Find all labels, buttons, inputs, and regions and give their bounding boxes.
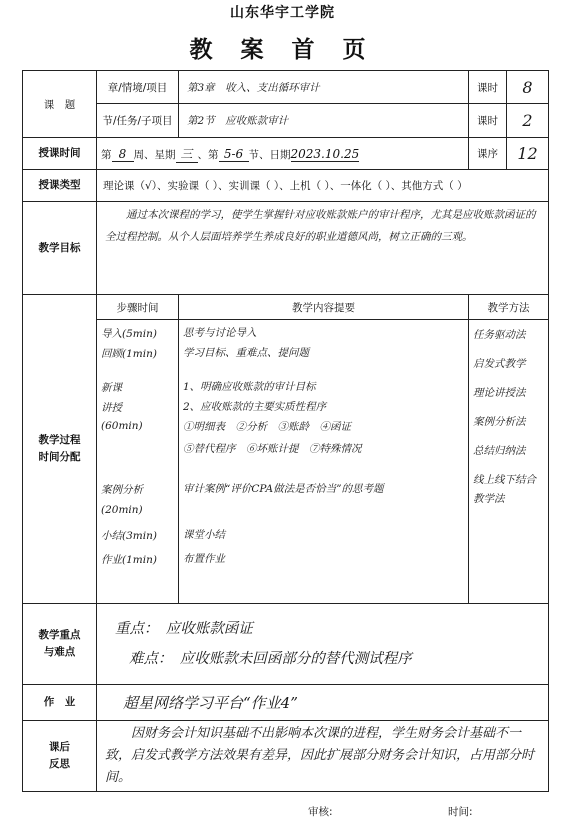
seq-value: 12	[507, 138, 549, 170]
chapter-hours-value: 8	[507, 71, 549, 104]
content-item: 2、应收账款的主要实质性程序	[183, 401, 327, 413]
key-point: 重点： 应收账款函证	[115, 621, 253, 637]
time-period-prefix: 、第	[197, 148, 219, 161]
seq-label: 课序	[469, 138, 507, 170]
type-value: 理论课（√）、实验课（ ）、实训课（ ）、上机（ ）、一体化（ ）、其他方式（ ）	[97, 170, 549, 202]
hard-point: 难点： 应收账款未回函部分的替代测试程序	[129, 651, 412, 667]
week-value: 8	[112, 147, 134, 162]
section-hours-label: 课时	[469, 104, 507, 138]
step-time-item: (60min)	[101, 420, 143, 432]
document-title: 教 案 首 页	[189, 36, 376, 63]
chapter-value: 第3章 收入、支出循环审计	[179, 71, 469, 104]
section-hours-value: 2	[507, 104, 549, 138]
homework-text: 超星网络学习平台“作业4”	[97, 685, 549, 721]
method-item: 教学法	[473, 493, 505, 505]
step-time-item	[101, 442, 174, 482]
school-name: 山东华宇工学院	[230, 5, 335, 21]
review-label: 审核:	[308, 806, 333, 818]
method-item: 总结归纳法	[473, 445, 526, 457]
chapter-hours-label: 课时	[469, 71, 507, 104]
method-item: 案例分析法	[473, 416, 526, 428]
content-header: 教学内容提要	[179, 295, 469, 320]
teach-time-row	[97, 138, 469, 170]
content-column	[179, 320, 469, 604]
course-label: 课 题	[23, 71, 97, 138]
time-date-text: 节、日期	[248, 148, 291, 161]
step-time-item: (20min)	[101, 504, 143, 516]
method-item: 线上线下结合	[473, 474, 536, 486]
content-item: ①明细表 ②分析 ③账龄 ④函证	[183, 421, 351, 433]
method-item: 任务驱动法	[473, 329, 526, 341]
content-item: 思考与讨论导入	[183, 327, 257, 339]
content-item: ⑤替代程序 ⑥坏账计提 ⑦特殊情况	[183, 443, 362, 455]
step-time-item: 小结(3min)	[101, 530, 157, 542]
step-time-item: 导入(5min)	[101, 328, 157, 340]
process-label: 教学过程 时间分配	[23, 295, 97, 604]
content-item: 学习目标、重难点、提问题	[183, 347, 309, 359]
reflection-text: 因财务会计知识基础不出影响本次课的进程，学生财务会计基础不一致，启发式教学方法效果有差异，因此扩展部分财务会计知识，占用部分时间。	[97, 721, 549, 792]
homework-label: 作 业	[23, 685, 97, 721]
section-label: 节/任务/子项目	[97, 104, 179, 138]
method-item: 启发式教学	[473, 358, 526, 370]
chapter-label: 章/情境/项目	[97, 71, 179, 104]
content-item: 课堂小结	[183, 529, 225, 541]
keypoints-label: 教学重点 与难点	[23, 604, 97, 685]
method-column	[469, 320, 549, 604]
method-header: 教学方法	[469, 295, 549, 320]
period-value: 5-6	[219, 147, 249, 162]
content-item: 布置作业	[183, 553, 225, 565]
step-time-header: 步骤时间	[97, 295, 179, 320]
reflection-label: 课后 反思	[23, 721, 97, 792]
keypoints-cell	[97, 604, 549, 685]
time-prefix: 第	[101, 148, 112, 161]
step-time-item: 讲授	[101, 402, 122, 414]
method-item: 理论讲授法	[473, 387, 526, 399]
step-time-column	[97, 320, 179, 604]
date-value: 2023.10.25	[290, 146, 360, 161]
section-value: 第2节 应收账款审计	[179, 104, 469, 138]
step-time-item: 新课	[101, 382, 122, 394]
teach-time-label: 授课时间	[23, 138, 97, 170]
lesson-plan-form	[22, 70, 549, 792]
type-label: 授课类型	[23, 170, 97, 202]
step-time-item: 回顾(1min)	[101, 348, 157, 360]
content-item	[183, 504, 464, 528]
day-value: 三	[176, 145, 198, 163]
time-week-text: 周、星期	[133, 148, 176, 161]
time-label: 时间:	[448, 806, 473, 818]
content-item: 审计案例“评价CPA做法是否恰当”的思考题	[183, 483, 384, 495]
step-time-item: 案例分析	[101, 484, 143, 496]
step-time-item: 作业(1min)	[101, 554, 157, 566]
content-item: 1、明确应收账款的审计目标	[183, 381, 316, 393]
goal-text: 通过本次课程的学习，使学生掌握针对应收账款账户的审计程序，尤其是应收账款函证的全过程控制。从个人层面培养学生养成良好的职业道德风尚，树立正确的三观。	[97, 202, 549, 295]
goal-label: 教学目标	[23, 202, 97, 295]
